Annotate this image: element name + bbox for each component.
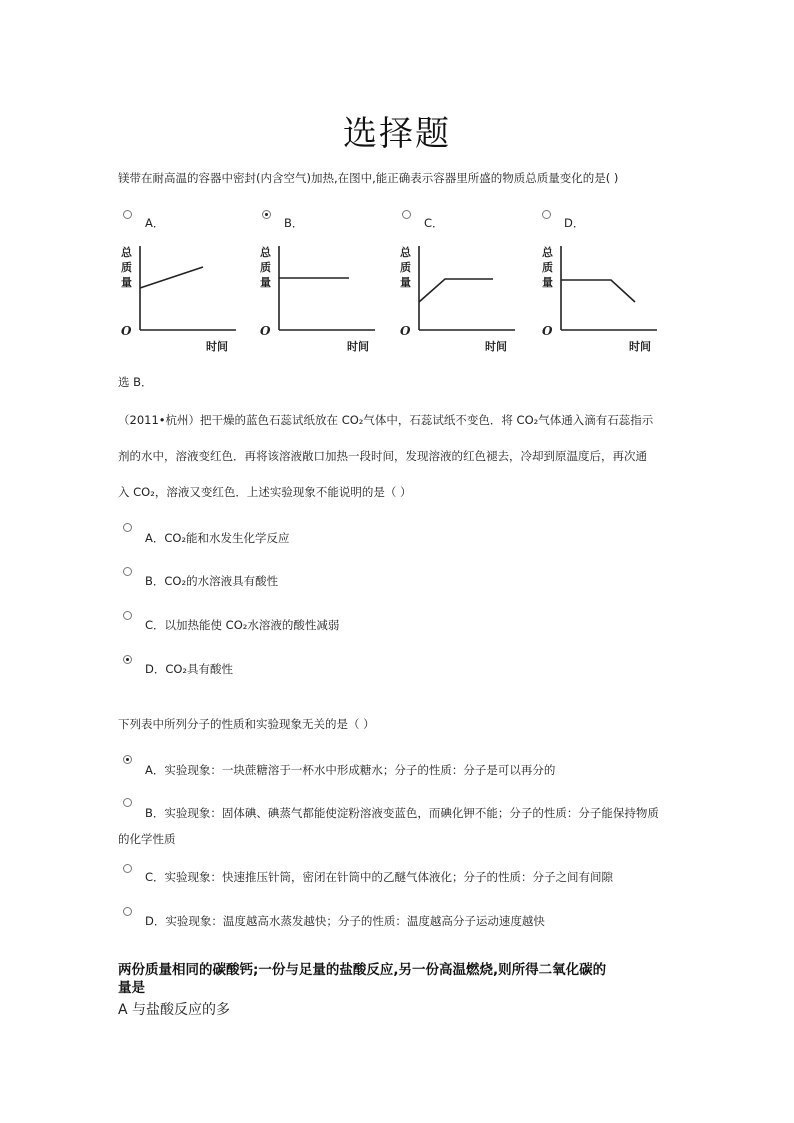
question-1-answer: 选 B．: [118, 375, 153, 389]
graph-b: [257, 242, 387, 357]
question-2-line-1: （2011•杭州）把干燥的蓝色石蕊试纸放在 CO₂气体中，石蕊试纸不变色．将 CO₂气体通入滴有石蕊指示: [118, 413, 654, 427]
graph-d-line: [561, 280, 635, 302]
q3-option-c-radio[interactable]: [123, 864, 132, 873]
graph-c: [397, 242, 527, 357]
q1-option-a-radio[interactable]: [123, 210, 132, 219]
q2-option-b-radio[interactable]: [123, 567, 132, 576]
graph-a-line: [140, 267, 203, 288]
question-4-option-a: A 与盐酸反应的多: [118, 1002, 231, 1018]
q3-option-d-label[interactable]: D．实验现象：温度越高水蒸发越快；分子的性质：温度越高分子运动速度越快: [145, 914, 545, 928]
graph-a-ylabel-2: 质: [121, 261, 132, 274]
graph-d-ylabel-2: 质: [542, 261, 553, 274]
question-2-line-3: 入 CO₂，溶液又变红色．上述实验现象不能说明的是（ ）: [118, 485, 412, 499]
graph-c-origin: O: [400, 324, 411, 338]
graph-d-ylabel-3: 量: [542, 276, 553, 289]
question-4-line-2: 量是: [118, 980, 145, 996]
q1-option-a-label[interactable]: A．: [145, 216, 165, 230]
q3-option-a-radio[interactable]: [123, 755, 132, 764]
graph-a: [118, 242, 248, 357]
q2-option-c-radio[interactable]: [123, 611, 132, 620]
graph-b-ylabel-2: 质: [260, 261, 271, 274]
graph-b-ylabel-1: 总: [260, 246, 271, 259]
page-title: 选择题: [343, 114, 451, 154]
q2-option-d-radio[interactable]: [123, 655, 132, 664]
question-1-text: 镁带在耐高温的容器中密封(内含空气)加热,在图中,能正确表示容器里所盛的物质总质量变化的是( ): [118, 171, 619, 185]
graph-c-ylabel-2: 质: [400, 261, 411, 274]
graph-c-line: [419, 279, 493, 302]
q2-option-d-label[interactable]: D．CO₂具有酸性: [145, 662, 234, 676]
q2-option-a-label[interactable]: A．CO₂能和水发生化学反应: [145, 531, 290, 545]
q2-option-c-label[interactable]: C．以加热能使 CO₂水溶液的酸性减弱: [145, 618, 340, 632]
graph-c-ylabel-3: 量: [400, 276, 411, 289]
question-3-text: 下列表中所列分子的性质和实验现象无关的是（ ）: [118, 717, 375, 731]
q1-option-b-label[interactable]: B．: [284, 216, 304, 230]
graph-d-xlabel: 时间: [629, 340, 651, 353]
q3-option-b-label[interactable]: B．实验现象：固体碘、碘蒸气都能使淀粉溶液变蓝色，而碘化钾不能；分子的性质：分子能保持物质: [145, 806, 659, 820]
question-4-line-1: 两份质量相同的碳酸钙;一份与足量的盐酸反应,另一份高温燃烧,则所得二氧化碳的: [118, 962, 607, 978]
q1-option-b-radio[interactable]: [262, 210, 271, 219]
q1-option-c-radio[interactable]: [402, 210, 411, 219]
q3-option-c-label[interactable]: C．实验现象：快速推压针筒，密闭在针筒中的乙醚气体液化；分子的性质：分子之间有间隙: [145, 870, 614, 884]
q3-option-a-label[interactable]: A．实验现象：一块蔗糖溶于一杯水中形成糖水；分子的性质：分子是可以再分的: [145, 763, 556, 777]
graph-b-origin: O: [260, 324, 271, 338]
q2-option-a-radio[interactable]: [123, 523, 132, 532]
graph-d-ylabel-1: 总: [542, 246, 553, 259]
q1-option-d-label[interactable]: D．: [564, 216, 585, 230]
graph-c-xlabel: 时间: [485, 340, 507, 353]
q1-option-c-label[interactable]: C．: [424, 216, 444, 230]
graph-a-origin: O: [121, 324, 132, 338]
question-2-line-2: 剂的水中，溶液变红色．再将该溶液敞口加热一段时间，发现溶液的红色褪去，冷却到原温度后，再次通: [118, 449, 647, 463]
q2-option-b-label[interactable]: B．CO₂的水溶液具有酸性: [145, 574, 279, 588]
graph-d-origin: O: [542, 324, 553, 338]
q3-option-b-radio[interactable]: [123, 798, 132, 807]
graph-a-xlabel: 时间: [206, 340, 228, 353]
graph-b-xlabel: 时间: [347, 340, 369, 353]
graph-b-ylabel-3: 量: [260, 276, 271, 289]
q3-option-d-radio[interactable]: [123, 907, 132, 916]
graph-c-ylabel-1: 总: [400, 246, 411, 259]
graph-a-ylabel-3: 量: [121, 276, 132, 289]
q3-option-b-label-continued: 的化学性质: [118, 832, 176, 846]
q1-option-d-radio[interactable]: [542, 210, 551, 219]
graph-a-ylabel-1: 总: [121, 246, 132, 259]
graph-d: [539, 242, 669, 357]
